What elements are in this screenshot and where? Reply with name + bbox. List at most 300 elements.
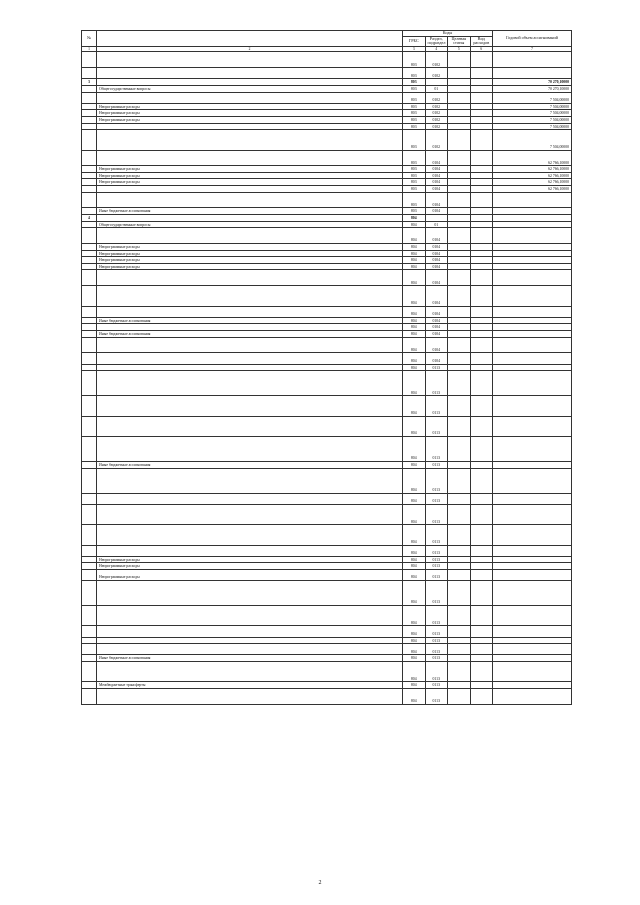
cell-no bbox=[82, 68, 97, 79]
cell-grbs: 803 bbox=[403, 192, 426, 208]
cell-sum: 7 504,00000 bbox=[493, 110, 572, 117]
cell-vr bbox=[470, 221, 493, 228]
cell-name: Непрограммные расходы bbox=[97, 244, 403, 251]
cell-csr bbox=[448, 150, 471, 166]
table-row bbox=[82, 103, 572, 110]
index-cell: 7 bbox=[493, 46, 572, 52]
table-row bbox=[82, 371, 572, 396]
cell-grbs: 803 bbox=[403, 92, 426, 103]
cell-csr bbox=[448, 569, 471, 580]
cell-name bbox=[97, 545, 403, 556]
index-cell: 1 bbox=[82, 46, 97, 52]
cell-no: 4 bbox=[82, 215, 97, 222]
cell-grbs: 803 bbox=[403, 52, 426, 68]
cell-vr bbox=[470, 468, 493, 493]
cell-sum bbox=[493, 556, 572, 563]
table-row bbox=[82, 324, 572, 331]
cell-csr bbox=[448, 371, 471, 396]
cell-csr bbox=[448, 179, 471, 186]
table-row bbox=[82, 150, 572, 166]
table-row bbox=[82, 228, 572, 244]
cell-grbs: 804 bbox=[403, 353, 426, 364]
cell-grbs: 804 bbox=[403, 545, 426, 556]
table-row bbox=[82, 244, 572, 251]
cell-grbs: 804 bbox=[403, 250, 426, 257]
cell-name bbox=[97, 525, 403, 545]
cell-no bbox=[82, 569, 97, 580]
table-row bbox=[82, 110, 572, 117]
cell-no bbox=[82, 130, 97, 150]
cell-no bbox=[82, 103, 97, 110]
cell-vr bbox=[470, 172, 493, 179]
cell-rzpr: 0113 bbox=[425, 396, 448, 416]
cell-name bbox=[97, 324, 403, 331]
cell-csr bbox=[448, 682, 471, 689]
table-row bbox=[82, 416, 572, 436]
cell-no bbox=[82, 682, 97, 689]
cell-name: Общегосударственные вопросы bbox=[97, 85, 403, 92]
cell-rzpr: 0104 bbox=[425, 244, 448, 251]
cell-sum bbox=[493, 270, 572, 286]
cell-no bbox=[82, 324, 97, 331]
cell-grbs: 804 bbox=[403, 263, 426, 270]
cell-sum bbox=[493, 581, 572, 606]
cell-sum bbox=[493, 208, 572, 215]
cell-csr bbox=[448, 186, 471, 193]
cell-sum bbox=[493, 606, 572, 626]
cell-rzpr: 0104 bbox=[425, 228, 448, 244]
cell-rzpr: 0104 bbox=[425, 172, 448, 179]
cell-sum bbox=[493, 644, 572, 655]
cell-name: Иные бюджетные ассигнования bbox=[97, 317, 403, 324]
cell-grbs: 804 bbox=[403, 215, 426, 222]
cell-rzpr: 0113 bbox=[425, 662, 448, 682]
cell-no bbox=[82, 461, 97, 468]
cell-name: Непрограммные расходы bbox=[97, 166, 403, 173]
cell-csr bbox=[448, 461, 471, 468]
cell-vr bbox=[470, 626, 493, 637]
cell-csr bbox=[448, 689, 471, 705]
cell-vr bbox=[470, 493, 493, 504]
cell-sum bbox=[493, 263, 572, 270]
table-row bbox=[82, 682, 572, 689]
cell-name: Непрограммные расходы bbox=[97, 116, 403, 123]
cell-sum bbox=[493, 461, 572, 468]
cell-rzpr: 0104 bbox=[425, 208, 448, 215]
table-row bbox=[82, 606, 572, 626]
cell-sum bbox=[493, 371, 572, 396]
cell-grbs: 804 bbox=[403, 525, 426, 545]
table-row bbox=[82, 563, 572, 570]
cell-no bbox=[82, 306, 97, 317]
cell-vr bbox=[470, 179, 493, 186]
cell-vr bbox=[470, 92, 493, 103]
cell-grbs: 804 bbox=[403, 655, 426, 662]
cell-csr bbox=[448, 130, 471, 150]
cell-sum bbox=[493, 250, 572, 257]
cell-vr bbox=[470, 257, 493, 264]
cell-no bbox=[82, 150, 97, 166]
cell-sum: 62 766,10000 bbox=[493, 166, 572, 173]
cell-rzpr: 0104 bbox=[425, 353, 448, 364]
cell-vr bbox=[470, 416, 493, 436]
table-row bbox=[82, 123, 572, 130]
cell-vr bbox=[470, 116, 493, 123]
table-row bbox=[82, 436, 572, 461]
cell-grbs: 804 bbox=[403, 563, 426, 570]
cell-rzpr: 0113 bbox=[425, 569, 448, 580]
cell-grbs: 804 bbox=[403, 581, 426, 606]
cell-csr bbox=[448, 85, 471, 92]
cell-name: Непрограммные расходы bbox=[97, 172, 403, 179]
cell-no bbox=[82, 545, 97, 556]
table-row bbox=[82, 337, 572, 353]
cell-name bbox=[97, 286, 403, 306]
cell-name: Иные бюджетные ассигнования bbox=[97, 208, 403, 215]
cell-sum bbox=[493, 563, 572, 570]
table-row bbox=[82, 396, 572, 416]
cell-rzpr: 0104 bbox=[425, 179, 448, 186]
cell-rzpr: 0102 bbox=[425, 92, 448, 103]
cell-grbs: 804 bbox=[403, 244, 426, 251]
cell-vr bbox=[470, 286, 493, 306]
cell-vr bbox=[470, 263, 493, 270]
cell-name: Межбюджетные трансферты bbox=[97, 682, 403, 689]
table-row bbox=[82, 130, 572, 150]
cell-vr bbox=[470, 461, 493, 468]
cell-name bbox=[97, 79, 403, 86]
cell-rzpr: 0104 bbox=[425, 337, 448, 353]
cell-csr bbox=[448, 306, 471, 317]
table-row bbox=[82, 662, 572, 682]
cell-sum bbox=[493, 545, 572, 556]
cell-csr bbox=[448, 626, 471, 637]
cell-no bbox=[82, 371, 97, 396]
cell-grbs: 803 bbox=[403, 179, 426, 186]
cell-grbs: 804 bbox=[403, 371, 426, 396]
cell-csr bbox=[448, 330, 471, 337]
cell-name bbox=[97, 662, 403, 682]
table-row bbox=[82, 116, 572, 123]
cell-grbs: 804 bbox=[403, 606, 426, 626]
cell-vr bbox=[470, 52, 493, 68]
cell-sum bbox=[493, 637, 572, 644]
cell-rzpr: 0102 bbox=[425, 116, 448, 123]
cell-rzpr: 0113 bbox=[425, 626, 448, 637]
cell-no bbox=[82, 364, 97, 371]
cell-rzpr: 0104 bbox=[425, 186, 448, 193]
cell-rzpr: 0113 bbox=[425, 637, 448, 644]
cell-grbs: 804 bbox=[403, 644, 426, 655]
table-row bbox=[82, 493, 572, 504]
cell-vr bbox=[470, 79, 493, 86]
cell-sum: 7 504,00000 bbox=[493, 123, 572, 130]
cell-grbs: 804 bbox=[403, 626, 426, 637]
table-row bbox=[82, 79, 572, 86]
cell-no: 3 bbox=[82, 79, 97, 86]
cell-name bbox=[97, 150, 403, 166]
cell-rzpr: 0104 bbox=[425, 286, 448, 306]
cell-sum bbox=[493, 192, 572, 208]
cell-grbs: 803 bbox=[403, 208, 426, 215]
cell-no bbox=[82, 110, 97, 117]
cell-csr bbox=[448, 103, 471, 110]
cell-grbs: 804 bbox=[403, 493, 426, 504]
cell-sum bbox=[493, 337, 572, 353]
cell-grbs: 804 bbox=[403, 270, 426, 286]
cell-vr bbox=[470, 166, 493, 173]
cell-rzpr: 0113 bbox=[425, 504, 448, 524]
cell-rzpr: 01 bbox=[425, 221, 448, 228]
table-row bbox=[82, 263, 572, 270]
cell-csr bbox=[448, 436, 471, 461]
cell-vr bbox=[470, 556, 493, 563]
cell-sum bbox=[493, 317, 572, 324]
cell-no bbox=[82, 436, 97, 461]
cell-grbs: 804 bbox=[403, 569, 426, 580]
cell-rzpr: 0113 bbox=[425, 655, 448, 662]
table-row bbox=[82, 461, 572, 468]
table-row bbox=[82, 626, 572, 637]
header-vr: Вид расходов bbox=[470, 36, 493, 46]
cell-csr bbox=[448, 396, 471, 416]
cell-name: Иные бюджетные ассигнования bbox=[97, 655, 403, 662]
cell-name bbox=[97, 606, 403, 626]
cell-csr bbox=[448, 493, 471, 504]
table-row bbox=[82, 581, 572, 606]
cell-rzpr: 0113 bbox=[425, 682, 448, 689]
cell-no bbox=[82, 250, 97, 257]
budget-table bbox=[81, 30, 572, 705]
cell-vr bbox=[470, 306, 493, 317]
cell-csr bbox=[448, 263, 471, 270]
table-row bbox=[82, 166, 572, 173]
cell-rzpr: 01 bbox=[425, 85, 448, 92]
cell-name: Иные бюджетные ассигнования bbox=[97, 461, 403, 468]
cell-sum bbox=[493, 221, 572, 228]
cell-vr bbox=[470, 208, 493, 215]
cell-name bbox=[97, 689, 403, 705]
cell-grbs: 804 bbox=[403, 662, 426, 682]
cell-sum bbox=[493, 364, 572, 371]
cell-no bbox=[82, 166, 97, 173]
cell-csr bbox=[448, 257, 471, 264]
cell-sum: 7 504,00000 bbox=[493, 103, 572, 110]
cell-csr bbox=[448, 655, 471, 662]
cell-grbs: 803 bbox=[403, 85, 426, 92]
cell-vr bbox=[470, 353, 493, 364]
cell-vr bbox=[470, 655, 493, 662]
cell-no bbox=[82, 85, 97, 92]
header-name bbox=[97, 31, 403, 47]
cell-rzpr: 0113 bbox=[425, 525, 448, 545]
cell-no bbox=[82, 257, 97, 264]
cell-csr bbox=[448, 556, 471, 563]
cell-vr bbox=[470, 581, 493, 606]
table-row bbox=[82, 179, 572, 186]
cell-name bbox=[97, 416, 403, 436]
cell-name bbox=[97, 493, 403, 504]
cell-vr bbox=[470, 317, 493, 324]
header-grbs: ГРБС bbox=[403, 36, 426, 46]
cell-name bbox=[97, 436, 403, 461]
cell-rzpr: 0102 bbox=[425, 68, 448, 79]
cell-csr bbox=[448, 637, 471, 644]
cell-rzpr: 0104 bbox=[425, 330, 448, 337]
cell-grbs: 804 bbox=[403, 468, 426, 493]
cell-no bbox=[82, 337, 97, 353]
cell-no bbox=[82, 228, 97, 244]
cell-csr bbox=[448, 123, 471, 130]
cell-name bbox=[97, 626, 403, 637]
cell-csr bbox=[448, 353, 471, 364]
cell-no bbox=[82, 263, 97, 270]
cell-csr bbox=[448, 79, 471, 86]
cell-grbs: 804 bbox=[403, 364, 426, 371]
cell-grbs: 803 bbox=[403, 110, 426, 117]
cell-csr bbox=[448, 172, 471, 179]
cell-sum: 7 504,00000 bbox=[493, 116, 572, 123]
cell-rzpr: 0104 bbox=[425, 317, 448, 324]
cell-csr bbox=[448, 317, 471, 324]
table-row bbox=[82, 545, 572, 556]
cell-csr bbox=[448, 192, 471, 208]
cell-no bbox=[82, 468, 97, 493]
cell-vr bbox=[470, 250, 493, 257]
cell-no bbox=[82, 637, 97, 644]
cell-sum bbox=[493, 689, 572, 705]
cell-no bbox=[82, 179, 97, 186]
cell-name: Непрограммные расходы bbox=[97, 263, 403, 270]
cell-csr bbox=[448, 52, 471, 68]
cell-csr bbox=[448, 228, 471, 244]
table-row bbox=[82, 569, 572, 580]
header-rzpr: Раздел, подраздел bbox=[425, 36, 448, 46]
cell-rzpr: 0102 bbox=[425, 52, 448, 68]
cell-name bbox=[97, 270, 403, 286]
cell-grbs: 804 bbox=[403, 556, 426, 563]
cell-grbs: 803 bbox=[403, 166, 426, 173]
cell-csr bbox=[448, 662, 471, 682]
cell-vr bbox=[470, 103, 493, 110]
cell-vr bbox=[470, 337, 493, 353]
cell-grbs: 804 bbox=[403, 337, 426, 353]
index-cell: 5 bbox=[448, 46, 471, 52]
cell-rzpr: 0104 bbox=[425, 306, 448, 317]
cell-name: Непрограммные расходы bbox=[97, 103, 403, 110]
cell-csr bbox=[448, 563, 471, 570]
table-body bbox=[82, 52, 572, 704]
cell-no bbox=[82, 416, 97, 436]
budget-table-sheet bbox=[81, 30, 572, 705]
index-cell: 2 bbox=[97, 46, 403, 52]
cell-grbs: 804 bbox=[403, 257, 426, 264]
cell-grbs: 804 bbox=[403, 504, 426, 524]
cell-sum bbox=[493, 215, 572, 222]
cell-rzpr: 0104 bbox=[425, 270, 448, 286]
cell-vr bbox=[470, 364, 493, 371]
cell-vr bbox=[470, 525, 493, 545]
cell-sum bbox=[493, 662, 572, 682]
cell-sum bbox=[493, 626, 572, 637]
table-row bbox=[82, 186, 572, 193]
cell-sum: 62 766,10000 bbox=[493, 186, 572, 193]
cell-sum bbox=[493, 52, 572, 68]
cell-sum bbox=[493, 569, 572, 580]
cell-sum bbox=[493, 324, 572, 331]
cell-vr bbox=[470, 545, 493, 556]
table-row bbox=[82, 215, 572, 222]
cell-name bbox=[97, 306, 403, 317]
cell-vr bbox=[470, 689, 493, 705]
cell-rzpr: 0102 bbox=[425, 110, 448, 117]
table-row bbox=[82, 85, 572, 92]
cell-csr bbox=[448, 221, 471, 228]
cell-grbs: 804 bbox=[403, 461, 426, 468]
cell-grbs: 804 bbox=[403, 317, 426, 324]
table-row bbox=[82, 317, 572, 324]
cell-no bbox=[82, 192, 97, 208]
cell-rzpr: 0102 bbox=[425, 130, 448, 150]
cell-csr bbox=[448, 606, 471, 626]
cell-name bbox=[97, 644, 403, 655]
cell-grbs: 804 bbox=[403, 330, 426, 337]
cell-sum bbox=[493, 306, 572, 317]
cell-sum bbox=[493, 493, 572, 504]
cell-no bbox=[82, 504, 97, 524]
cell-vr bbox=[470, 371, 493, 396]
cell-vr bbox=[470, 563, 493, 570]
cell-grbs: 804 bbox=[403, 324, 426, 331]
cell-sum bbox=[493, 286, 572, 306]
cell-grbs: 804 bbox=[403, 221, 426, 228]
cell-sum bbox=[493, 436, 572, 461]
cell-no bbox=[82, 556, 97, 563]
cell-name: Непрограммные расходы bbox=[97, 563, 403, 570]
table-row bbox=[82, 208, 572, 215]
cell-sum: 62 766,10000 bbox=[493, 172, 572, 179]
cell-rzpr: 0113 bbox=[425, 606, 448, 626]
table-row bbox=[82, 689, 572, 705]
cell-no bbox=[82, 655, 97, 662]
cell-grbs: 803 bbox=[403, 116, 426, 123]
cell-no bbox=[82, 172, 97, 179]
cell-rzpr: 0104 bbox=[425, 263, 448, 270]
cell-vr bbox=[470, 569, 493, 580]
cell-name bbox=[97, 130, 403, 150]
cell-grbs: 804 bbox=[403, 682, 426, 689]
cell-no bbox=[82, 563, 97, 570]
cell-sum bbox=[493, 416, 572, 436]
cell-csr bbox=[448, 250, 471, 257]
cell-vr bbox=[470, 244, 493, 251]
cell-name bbox=[97, 123, 403, 130]
cell-csr bbox=[448, 110, 471, 117]
table-row bbox=[82, 525, 572, 545]
cell-vr bbox=[470, 85, 493, 92]
cell-grbs: 803 bbox=[403, 79, 426, 86]
cell-sum bbox=[493, 228, 572, 244]
cell-rzpr: 0113 bbox=[425, 493, 448, 504]
cell-no bbox=[82, 244, 97, 251]
table-row bbox=[82, 92, 572, 103]
cell-vr bbox=[470, 644, 493, 655]
cell-rzpr: 0113 bbox=[425, 468, 448, 493]
cell-rzpr: 0113 bbox=[425, 545, 448, 556]
cell-rzpr: 0113 bbox=[425, 371, 448, 396]
cell-grbs: 804 bbox=[403, 416, 426, 436]
cell-rzpr: 0113 bbox=[425, 364, 448, 371]
